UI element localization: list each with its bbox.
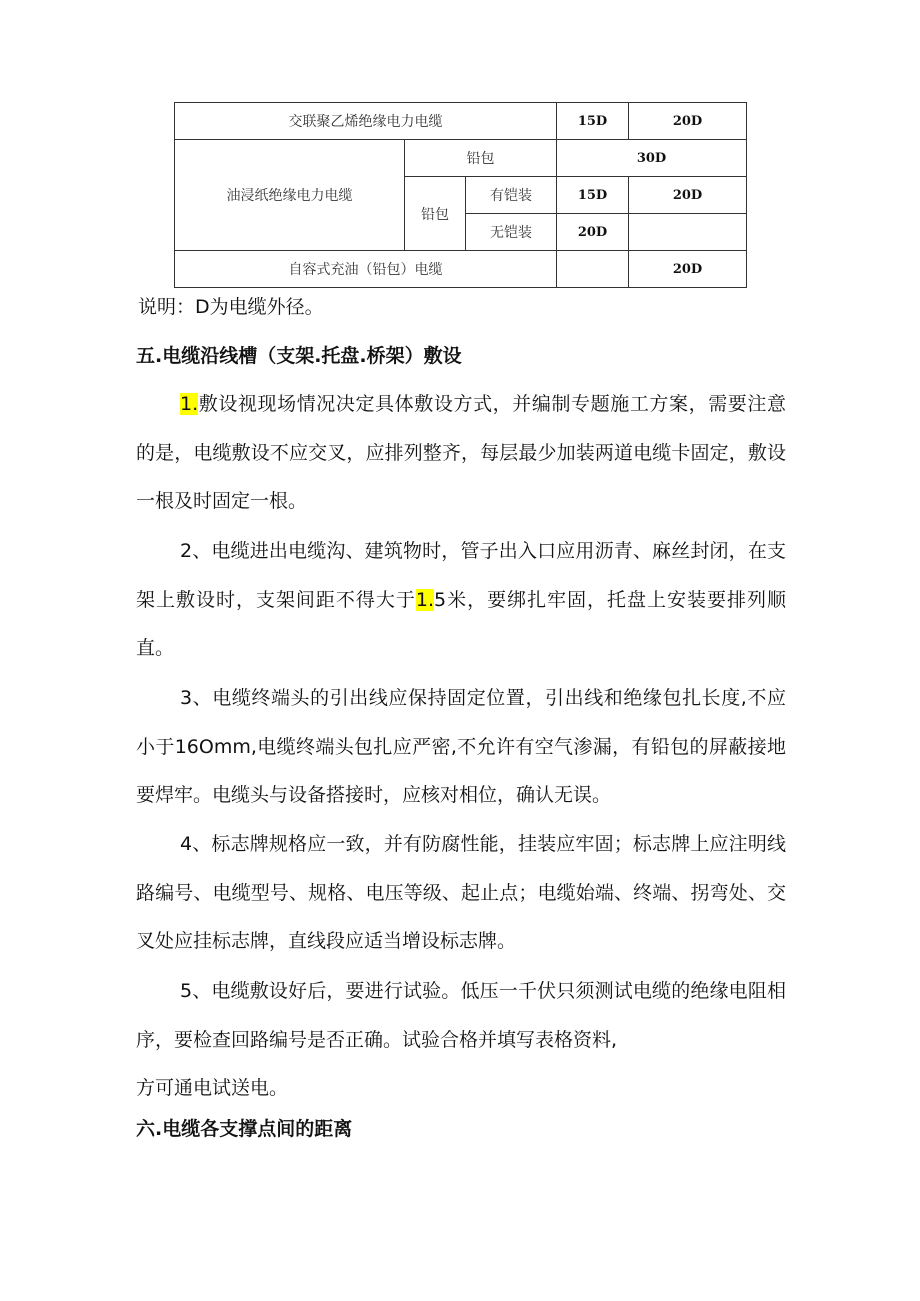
paragraph-5 [136,967,786,1113]
sheath-cell: 铅包 [405,140,557,177]
cable-type-cell: 交联聚乙烯绝缘电力电缆 [175,103,557,140]
section-5-heading: 五.电缆沿线槽（支架.托盘.桥架）敷设 [136,345,462,367]
empty-cell [557,251,629,288]
paragraph-2 [136,527,786,673]
value-cell: 30D [557,140,747,177]
table-note: 说明：D为电缆外径。 [138,296,324,318]
cable-type-cell: 油浸纸绝缘电力电缆 [175,140,405,251]
paragraph-text: 2、电缆进出电缆沟、建筑物时，管子出入口应用沥青、麻丝封闭，在支架上敷设时，支架间距不得大于 [136,540,786,611]
value-cell: 20D [629,177,747,214]
empty-cell [629,214,747,251]
table-row [175,103,747,140]
highlight: 1. [180,393,199,415]
armor-cell: 无铠装 [466,214,557,251]
armor-cell: 有铠装 [466,177,557,214]
table-row [175,251,747,288]
paragraph-text: 5米，要绑扎牢固，托盘上安装要排列顺直。 [136,588,786,659]
highlight: 1. [415,588,435,611]
table-row [175,140,747,177]
value-cell: 15D [557,103,629,140]
cable-bend-radius-table [174,102,747,288]
value-cell: 15D [557,177,629,214]
sheath-cell: 铅包 [405,177,466,251]
paragraph-text: 敷设视现场情况决定具体敷设方式，并编制专题施工方案，需要注意的是，电缆敷设不应交叉，应排列整齐，每层最少加装两道电缆卡固定，敷设一根及时固定一根。 [136,393,786,512]
section-6-heading: 六.电缆各支撑点间的距离 [136,1118,353,1140]
value-cell: 20D [629,251,747,288]
paragraph-1 [136,380,786,526]
paragraph-4 [136,820,786,966]
paragraph-text: 3、电缆终端头的引出线应保持固定位置，引出线和绝缘包扎长度,不应小于16Omm,电缆终端头包扎应严密,不允许有空气渗漏，有铅包的屏蔽接地要焊牢。电缆头与设备搭接时，应核对相位，确认无误。 [136,687,786,806]
cable-type-cell: 自容式充油（铅包）电缆 [175,251,557,288]
paragraph-text: 4、标志牌规格应一致，并有防腐性能，挂装应牢固；标志牌上应注明线路编号、电缆型号、规格、电压等级、起止点；电缆始端、终端、拐弯处、交叉处应挂标志牌，直线段应适当增设标志牌。 [136,833,786,952]
paragraph-text: 5、电缆敷设好后，要进行试验。低压一千伏只须测试电缆的绝缘电阻相序，要检查回路编号是否正确。试验合格并填写表格资料, [136,980,786,1051]
value-cell: 20D [557,214,629,251]
paragraph-text: 方可通电试送电。 [136,1077,289,1099]
value-cell: 20D [629,103,747,140]
paragraph-3 [136,674,786,820]
